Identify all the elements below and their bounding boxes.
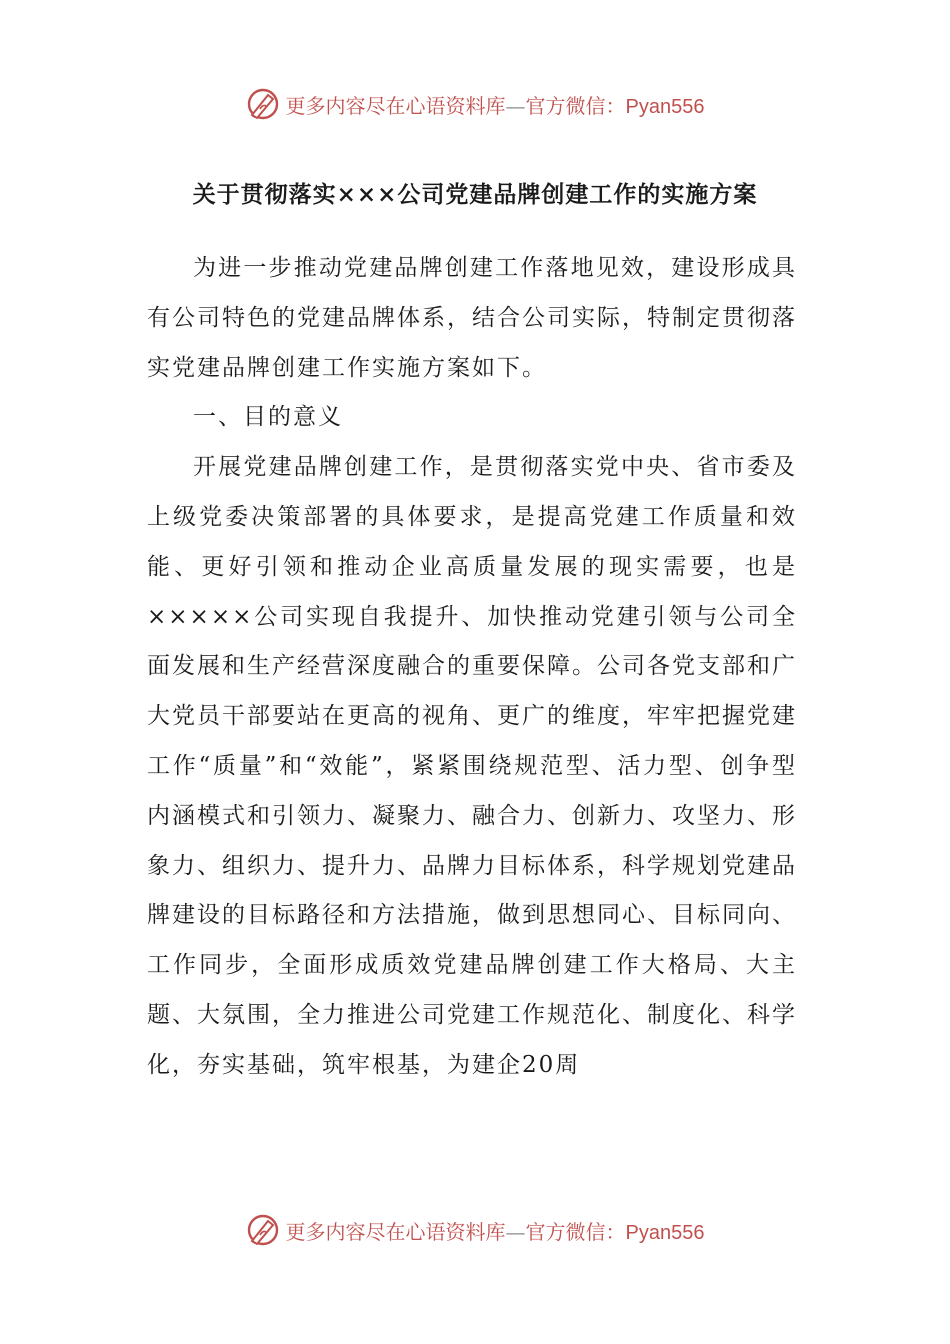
- watermark-separator: —: [505, 1219, 526, 1244]
- watermark-main: 更多内容尽在心语资料库: [285, 1219, 506, 1244]
- watermark-separator: —: [505, 93, 526, 118]
- watermark-label: 官方微信：: [525, 93, 626, 118]
- section-heading: 一、目的意义: [193, 404, 343, 431]
- document-title: 关于贯彻落实×××公司党建品牌创建工作的实施方案: [192, 181, 758, 208]
- watermark-label: 官方微信：: [525, 1219, 626, 1244]
- watermark-id: Pyan556: [625, 95, 705, 118]
- pen-logo-icon: [246, 1213, 280, 1247]
- paragraph-purpose: 开展党建品牌创建工作，是贯彻落实党中央、省市委及上级党委决策部署的具体要求，是提高党建工作质量和效能、更好引领和推动企业高质量发展的现实需要，也是×××××公司实现自我提升、加快推动党建引领与公司全面发展和生产经营深度融合的重要保障。公司各党支部和广大党员干部要站在更高的视角、更广的维度，牢牢把握党建工作“质量”和“效能”，紧紧围绕规范型、活力型、创争型内涵模式和引领力、凝聚力、融合力、创新力、攻坚力、形象力、组织力、提升力、品牌力目标体系，科学规划党建品牌建设的目标路径和方法措施，做到思想同心、目标同向、工作同步，全面形成质效党建品牌创建工作大格局、大主题、大氛围，全力推进公司党建工作规范化、制度化、科学化，夯实基础，筑牢根基，为建企20周: [147, 454, 797, 1078]
- paragraph-intro: 为进一步推动党建品牌创建工作落地见效，建设形成具有公司特色的党建品牌体系，结合公司实际，特制定贯彻落实党建品牌创建工作实施方案如下。: [147, 255, 797, 381]
- watermark-footer: [0, 1210, 950, 1250]
- watermark-id: Pyan556: [625, 1221, 705, 1244]
- watermark-text: [286, 1216, 705, 1245]
- document-body: [147, 244, 797, 1091]
- watermark-main: 更多内容尽在心语资料库: [285, 93, 506, 118]
- pen-logo-icon: [246, 87, 280, 121]
- watermark-text: [286, 90, 705, 119]
- watermark-header: [0, 84, 950, 124]
